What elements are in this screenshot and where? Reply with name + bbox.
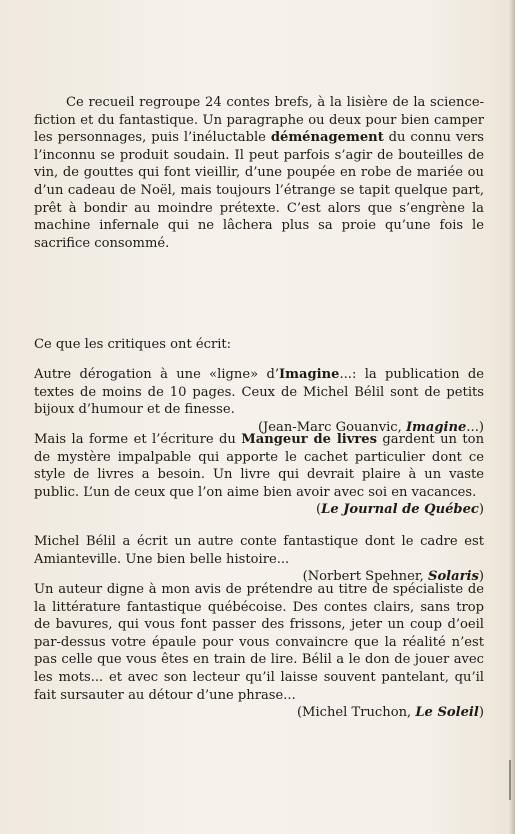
intro-text-1: Ce recueil regroupe 24 contes brefs, à la lisière de la science-fiction et du fantastique. Un paragraphe ou deux pour bien camper les personnages, puis l’inéluctable (34, 95, 484, 146)
source-publication: Solaris (427, 569, 479, 585)
source-author: (Michel Truchon, (296, 705, 416, 721)
quote-source (34, 501, 484, 519)
source-publication: Le Journal de Québec (321, 502, 479, 518)
intro-paragraph (34, 94, 484, 252)
critic-quote (34, 581, 484, 722)
source-end: ) (478, 705, 484, 721)
critic-quote (34, 533, 484, 586)
source-publication: Le Soleil (415, 705, 479, 721)
quote-bold-title: Mangeur de livres (241, 432, 377, 447)
intro-text-2: du connu vers l’inconnu se produit soudain. Il peut parfois s’agir de bouteilles de vin, de gouttes qui font vieillir, d’une poupée en robe de mariée ou d’un cadeau de Noël, mais toujours l’étrange se tapit quelque part, prêt à bondir au moindre prétexte. C’est alors que s’engrène la machine infernale qui ne lâchera plus sa proie qu’une fois le sacrifice consommé. (34, 130, 484, 251)
source-end: ...) (466, 419, 484, 435)
quote-text: Un auteur digne à mon avis de prétendre au titre de spécialiste de la littérature fantastique québécoise. Des contes clairs, sans trop de bavures, qui vous font passer des frissons, jeter un coup d’oeil par-dessus votre épaule pour vous convaincre que la réalité n’est pas celle que vous êtes en train de lire. Bélil a le don de jouer avec les mots... et avec son lecteur qu’il laisse souvent pantelant, qu’il fait sursauter au détour d’une phrase... (34, 582, 484, 703)
quote-text: Autre dérogation à une «ligne» d’ (34, 367, 280, 382)
critic-quote (34, 366, 484, 436)
source-author: (Norbert Spehner, (302, 569, 428, 585)
source-author: (Jean-Marc Gouanvic, (257, 419, 406, 435)
quote-text: ...: la publication de textes de moins de 10 pages. Ceux de Michel Bélil sont de petits bijoux d’humour et de finesse. (34, 367, 484, 418)
quote-bold-title: Imagine (279, 367, 340, 382)
source-author: ( (316, 502, 322, 518)
intro-bold-word: déménagement (270, 130, 384, 146)
quote-source (34, 704, 484, 722)
critics-heading: Ce que les critiques ont écrit: (34, 337, 232, 352)
source-publication: Imagine (405, 419, 467, 435)
page-edge-shadow (509, 0, 515, 834)
page-crease-mark (509, 760, 511, 800)
quote-text: gardent un ton de mystère impalpable qui apporte le cachet particulier dont ce style de livres a besoin. Un livre qui devrait plaire à un vaste public. L’un de ceux que l’on aime bien avoir avec soi en vacances. (34, 432, 484, 500)
source-end: ) (478, 569, 484, 585)
quote-text: Mais la forme et l’écriture du (34, 432, 242, 447)
quote-text: Michel Bélil a écrit un autre conte fantastique dont le cadre est Amianteville. Une bien belle histoire... (34, 534, 484, 567)
source-end: ) (478, 502, 484, 518)
critic-quote (34, 431, 484, 519)
